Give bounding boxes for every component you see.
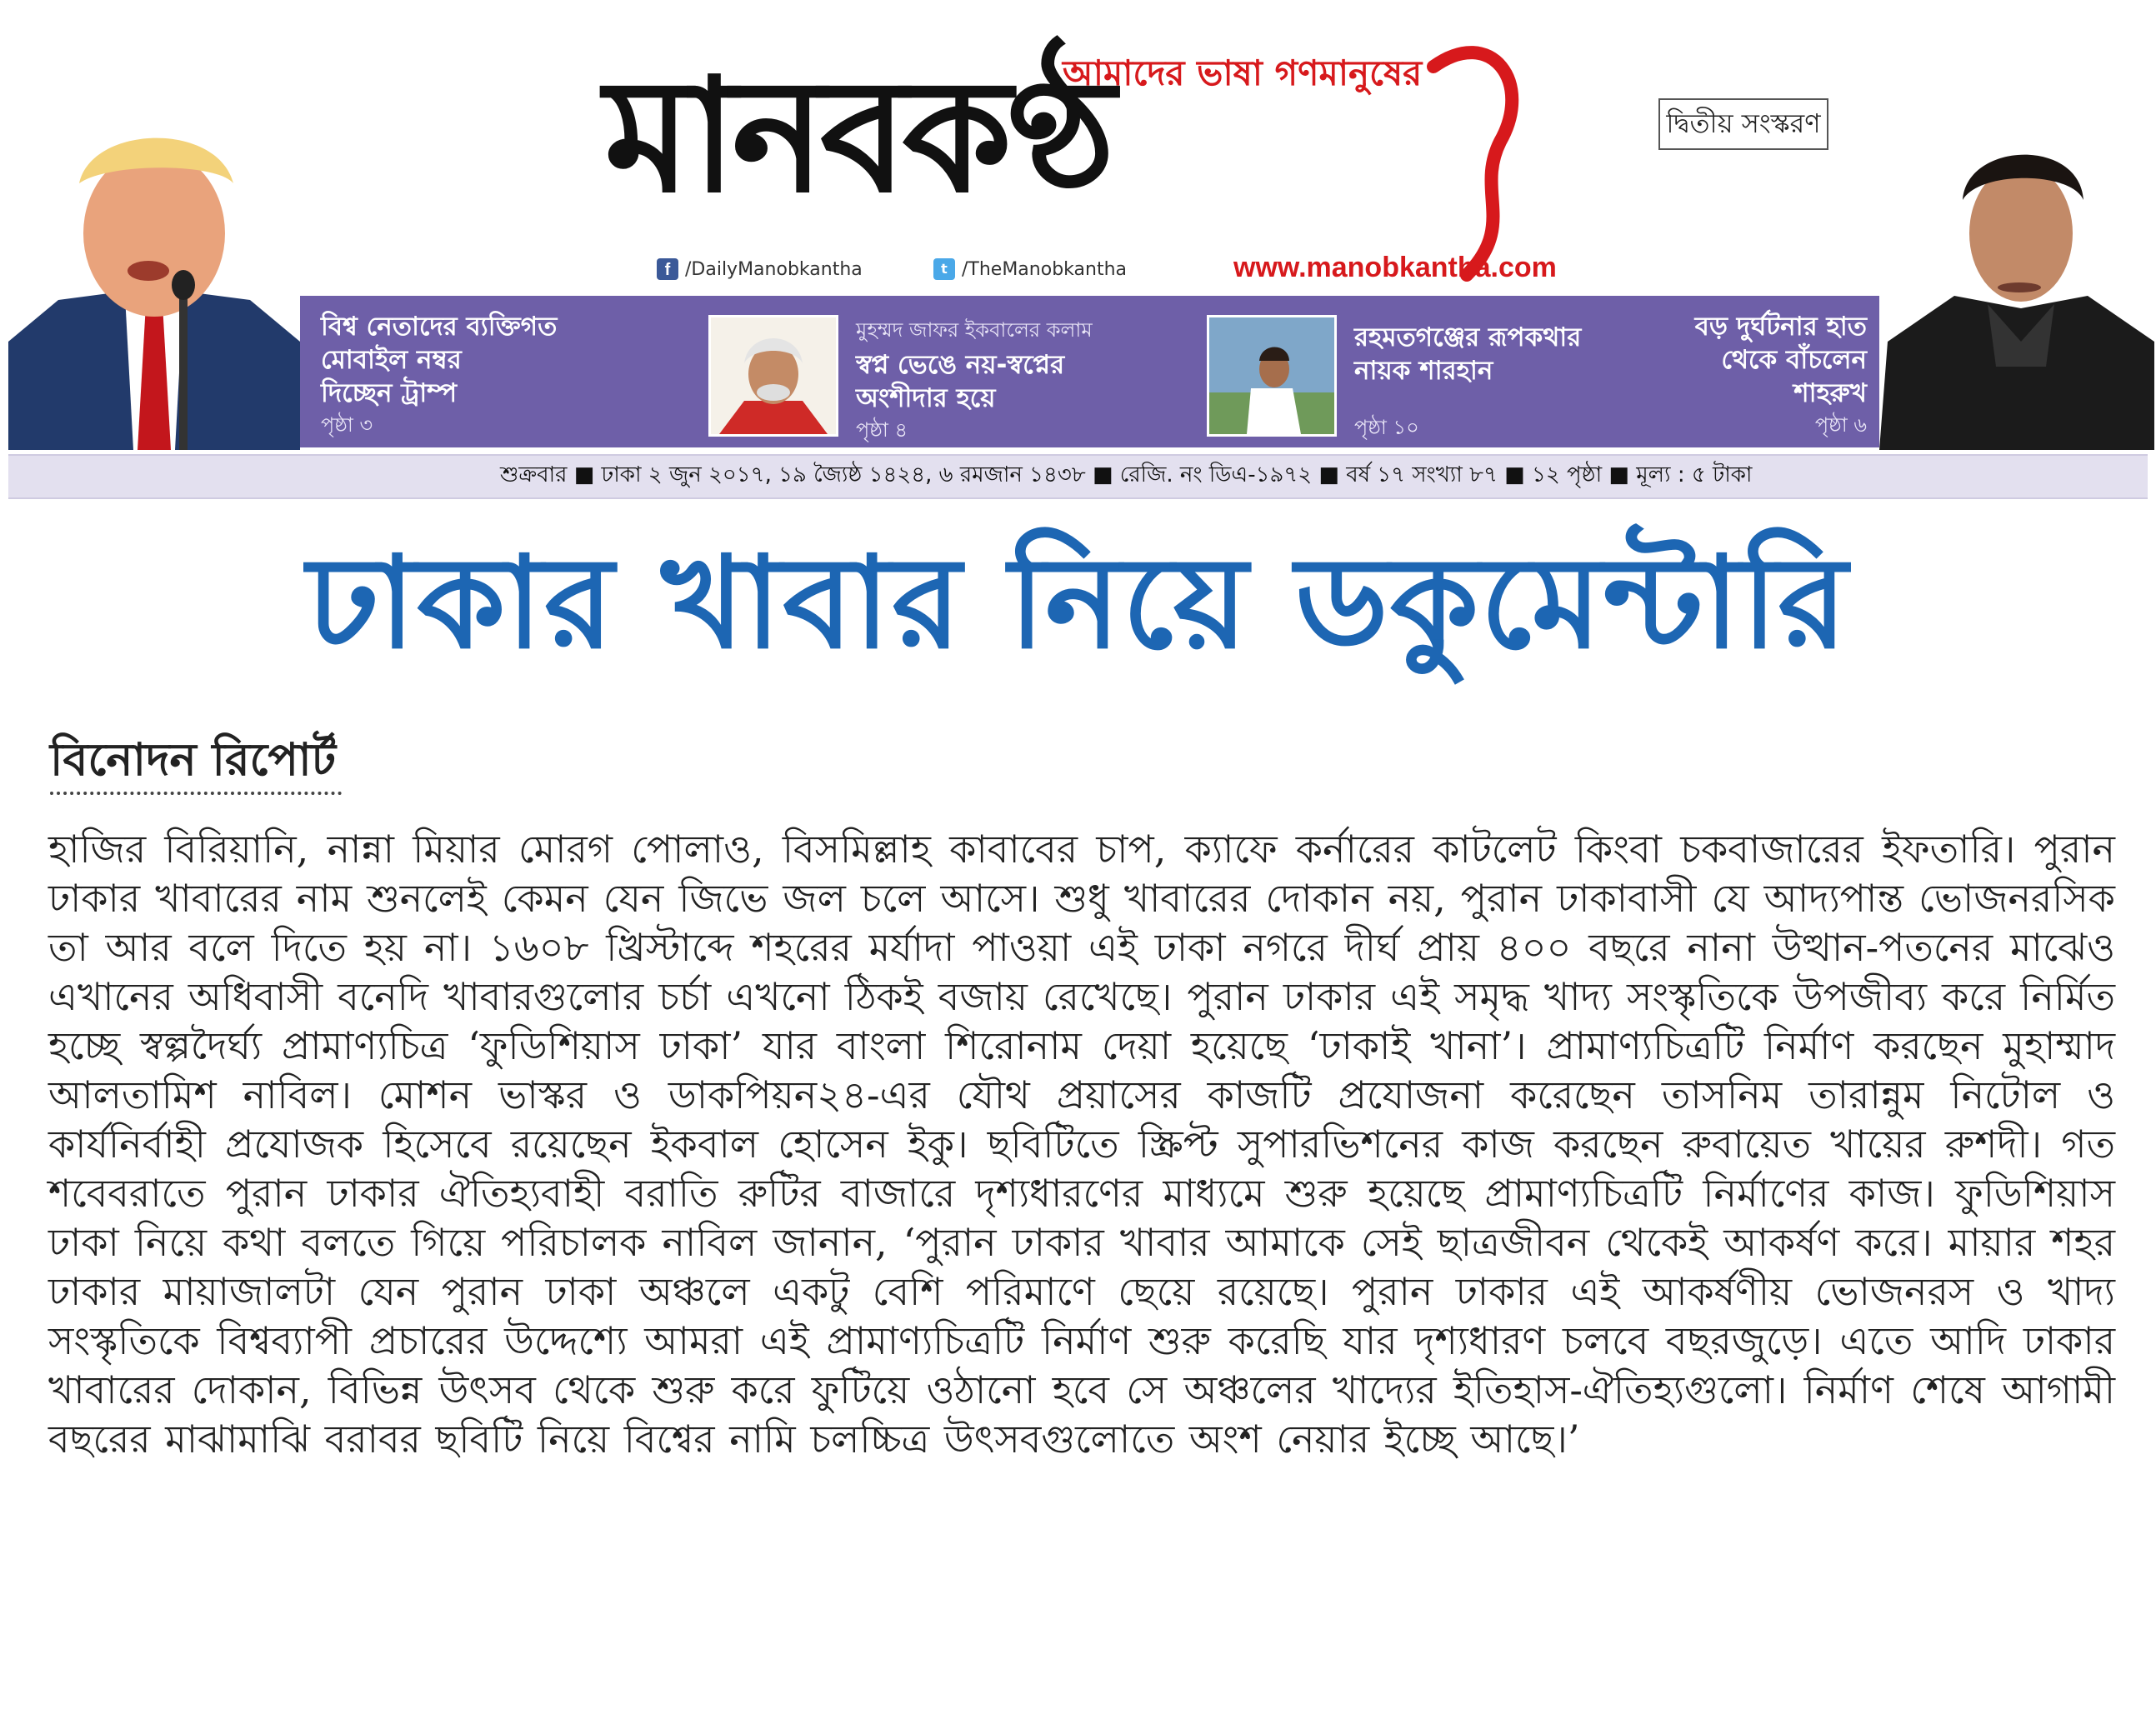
- dateline: শুক্রবার ■ ঢাকা ২ জুন ২০১৭, ১৯ জ্যৈষ্ঠ ১৪২৪, ৬ রমজান ১৪৩৮ ■ রেজি. নং ডিএ-১৯৭২ ■ বর্ষ ১৭ সংখ্যা ৮৭ ■ ১২ পৃষ্ঠা ■ মূল্য : ৫ টাকা: [500, 462, 1753, 487]
- footballer-photo: [1209, 317, 1334, 434]
- byline-divider: [50, 792, 342, 795]
- teaser-title-line: অংশীদার হয়ে: [856, 383, 996, 413]
- teaser-title-line: বিশ্ব নেতাদের ব্যক্তিগত: [321, 312, 558, 342]
- newspaper-logo[interactable]: মানবকণ্ঠ: [604, 45, 1111, 227]
- teaser-page-ref: পৃষ্ঠা ১০: [1354, 416, 1419, 439]
- teaser-3[interactable]: [1354, 321, 1581, 446]
- teaser-page-ref: পৃষ্ঠা ৪: [856, 418, 908, 442]
- teaser-1[interactable]: [321, 310, 557, 443]
- teaser-thumb-footballer[interactable]: [1207, 315, 1337, 437]
- article-byline: বিনোদন রিপোর্ট: [50, 733, 337, 786]
- teaser-title-line: থেকে বাঁচলেন: [1721, 345, 1867, 375]
- teaser-portrait-right[interactable]: [1879, 92, 2154, 450]
- article-headline: ঢাকার খাবার নিয়ে ডকুমেন্টারি: [307, 529, 1849, 677]
- twitter-icon: t: [933, 258, 955, 280]
- teaser-title-line: নায়ক শারহান: [1354, 356, 1493, 386]
- teaser-page-ref: পৃষ্ঠা ৬: [1814, 413, 1867, 437]
- teaser-kicker: মুহম্মদ জাফর ইকবালের কলাম: [856, 318, 1093, 342]
- logo-swoosh-icon: [1417, 33, 1533, 283]
- teaser-4[interactable]: [1633, 310, 1867, 443]
- facebook-handle: /DailyManobkantha: [685, 258, 863, 280]
- columnist-photo: [711, 317, 836, 434]
- teaser-page-ref: পৃষ্ঠা ৩: [321, 413, 373, 437]
- facebook-link[interactable]: [657, 258, 863, 280]
- website-link[interactable]: www.manobkantha.com: [1233, 252, 1557, 283]
- teaser-thumb-columnist[interactable]: [708, 315, 838, 437]
- teaser-title-line: স্বপ্ন ভেঙে নয়-স্বপ্নের: [856, 350, 1065, 380]
- teaser-title-line: দিচ্ছেন ট্রাম্প: [321, 378, 458, 408]
- teaser-title-line: মোবাইল নম্বর: [321, 345, 462, 375]
- facebook-icon: f: [657, 258, 678, 280]
- teaser-title-line: রহমতগঞ্জের রূপকথার: [1354, 322, 1582, 352]
- teaser-portrait-left[interactable]: [8, 92, 300, 450]
- edition-label: দ্বিতীয় সংস্করণ: [1658, 98, 1828, 150]
- twitter-handle: /TheManobkantha: [962, 258, 1127, 280]
- masthead-tagline: আমাদের ভাষা গণমানুষের: [1063, 52, 1423, 93]
- twitter-link[interactable]: [933, 258, 1127, 280]
- teaser-title-line: বড় দুর্ঘটনার হাত: [1694, 312, 1867, 342]
- teaser-title-line: শাহরুখ: [1793, 378, 1867, 408]
- teaser-2[interactable]: [856, 315, 1093, 448]
- article-body: হাজির বিরিয়ানি, নান্না মিয়ার মোরগ পোলাও, বিসমিল্লাহ কাবাবের চাপ, ক্যাফে কর্নারের কাটলেট কিংবা চকবাজারের ইফতারি। পুরান ঢাকার খাবারের নাম শুনলেই কেমন যেন জিভে জল চলে আসে। শুধু খাবারের দোকান নয়, পুরান ঢাকাবাসী যে আদ্যপান্ত ভোজনরসিক তা আর বলে দিতে হয় না। ১৬০৮ খ্রিস্টাব্দে শহরের মর্যাদা পাওয়া এই ঢাকা নগরে দীর্ঘ প্রায় ৪০০ বছরে নানা উত্থান-পতনের মাঝেও এখানের অধিবাসী বনেদি খাবারগুলোর চর্চা এখনো ঠিকই বজায় রেখেছে। পুরান ঢাকার এই সমৃদ্ধ খাদ্য সংস্কৃতিকে উপজীব্য করে নির্মিত হচ্ছে স্বল্পদৈর্ঘ্য প্রামাণ্যচিত্র ‘ফুডিশিয়াস ঢাকা’ যার বাংলা শিরোনাম দেয়া হয়েছে ‘ঢাকাই খানা’। প্রামাণ্যচিত্রটি নির্মাণ করছেন মুহাম্মাদ আলতামিশ নাবিল। মোশন ভাস্কর ও ডাকপিয়ন২৪-এর যৌথ প্রয়াসের কাজটি প্রযোজনা করেছেন তাসনিম তারান্নুম নিটোল ও কার্যনির্বাহী প্রযোজক হিসেবে রয়েছেন ইকবাল হোসেন ইকু। ছবিটিতে স্ক্রিপ্ট সুপারভিশনের কাজ করছেন রুবায়েত খায়ের রুশদী। গত শবেবরাতে পুরান ঢাকার ঐতিহ্যবাহী বরাতি রুটির বাজারে দৃশ্যধারণের মাধ্যমে শুরু হয়েছে প্রামাণ্যচিত্রটি নির্মাণের কাজ। ফুডিশিয়াস ঢাকা নিয়ে কথা বলতে গিয়ে পরিচালক নাবিল জানান, ‘পুরান ঢাকার খাবার আমাকে সেই ছাত্রজীবন থেকেই আকর্ষণ করে। মায়ার শহর ঢাকার মায়াজালটা যেন পুরান ঢাকা অঞ্চলে একটু বেশি পরিমাণে ছেয়ে রয়েছে। পুরান ঢাকার এই আকর্ষণীয় ভোজনরস ও খাদ্য সংস্কৃতিকে বিশ্বব্যাপী প্রচারের উদ্দেশ্যে আমরা এই প্রামাণ্যচিত্রটি নির্মাণ শুরু করেছি যার দৃশ্যধারণ চলবে বছরজুড়ে। এতে আদি ঢাকার খাবারের দোকান, বিভিন্ন উৎসব থেকে শুরু করে ফুটিয়ে ওঠানো হবে সে অঞ্চলের খাদ্যের ইতিহাস-ঐতিহ্যগুলো। নির্মাণ শেষে আগামী বছরের মাঝামাঝি বরাবর ছবিটি নিয়ে বিশ্বের নামি চলচ্চিত্র উৎসবগুলোতে অংশ নেয়ার ইচ্ছে আছে।’: [48, 827, 2115, 1462]
